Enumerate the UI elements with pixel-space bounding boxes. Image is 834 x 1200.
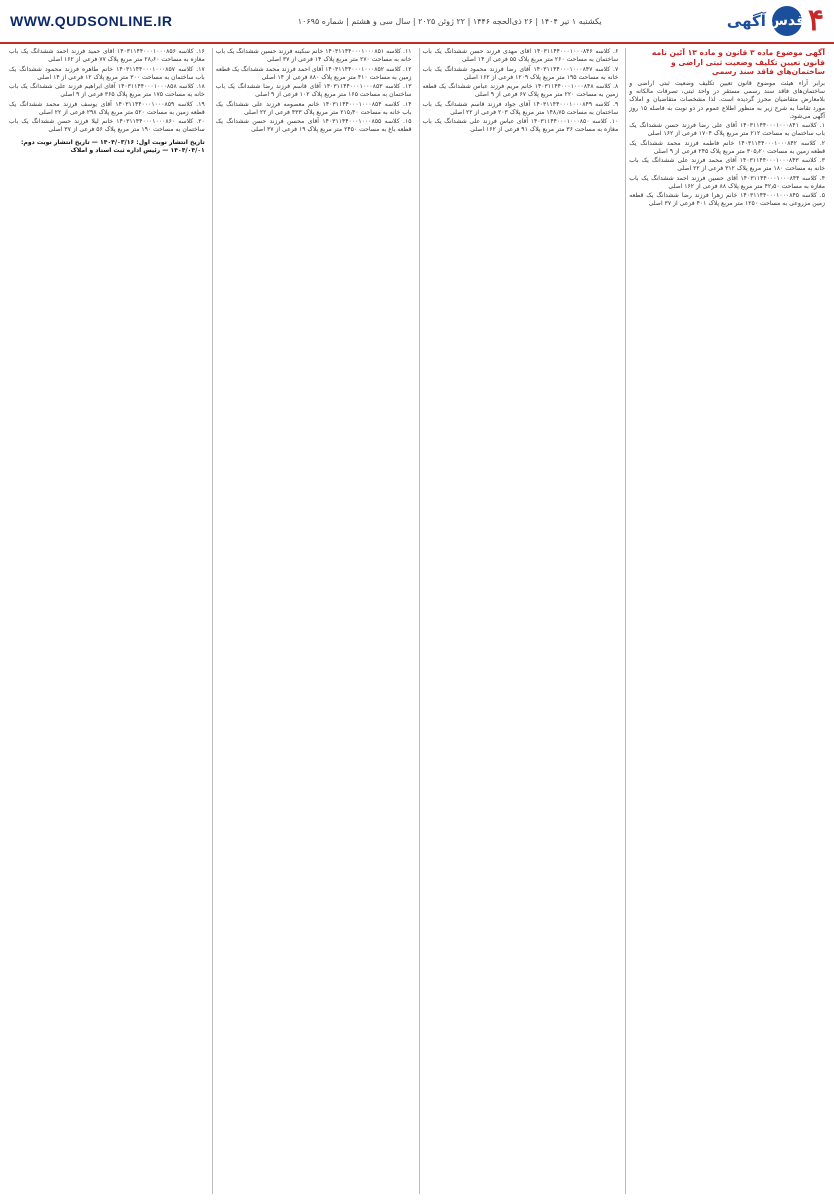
notice-intro: برابر آراء هیئت موضوع قانون تعیین تکلیف وضعیت ثبتی اراضی و ساختمان‌های فاقد سند رسمی مستقر در واحد ثبتی، تصرفات مالکانه و بلامعارض متقاضیان محرز گردیده است. لذا مشخصات متقاضیان و املاک مورد تقاضا به شرح زیر به منظور اطلاع عموم در دو نوبت به فاصله ۱۵ روز آگهی می‌شود. (629, 79, 825, 120)
page-header (0, 0, 834, 44)
notice-entry: ۵. کلاسه ۱۴۰۳۱۱۴۴۰۰۰۱۰۰۰۸۴۵ خانم زهرا فرزند رضا ششدانگ یک قطعه زمین مزروعی به مساحت ۱۲۵۰ متر مربع پلاک ۴۰۱ فرعی از ۳۷ اصلی (629, 192, 825, 208)
notice-entry: ۱۱. کلاسه ۱۴۰۳۱۱۴۴۰۰۰۱۰۰۰۸۵۱ خانم سکینه فرزند حسین ششدانگ یک باب خانه به مساحت ۲۷۰ متر مربع پلاک ۱۴ فرعی از ۳۷ اصلی (215, 48, 412, 64)
notice-entry: ۸. کلاسه ۱۴۰۳۱۱۴۴۰۰۰۱۰۰۰۸۴۸ خانم مریم فرزند عباس ششدانگ یک قطعه زمین به مساحت ۲۲۰ متر مربع پلاک ۶۷ فرعی از ۹ اصلی (422, 83, 619, 99)
notice-entry: ۱. کلاسه ۱۴۰۳۱۱۴۴۰۰۰۱۰۰۰۸۴۱ آقای علی رضا فرزند حسن ششدانگ یک باب ساختمان به مساحت ۲۱۲ متر مربع پلاک ۱۷۰۴ فرعی از ۱۶۲ اصلی (629, 122, 826, 138)
notice-title: آگهی موضوع ماده ۳ قانون و ماده ۱۳ آئین نامه قانون تعیین تکلیف وضعیت ثبتی اراضی و ساختمان‌های فاقد سند رسمی (651, 48, 825, 77)
notice-entry: ۲. کلاسه ۱۴۰۳۱۱۴۴۰۰۰۱۰۰۰۸۴۲ خانم فاطمه فرزند محمد ششدانگ یک قطعه زمین به مساحت ۳۰۵٫۲۰ متر مربع پلاک ۲۴۵ فرعی از ۹ اصلی (629, 139, 825, 155)
section-title: آگهی (726, 12, 766, 30)
notice-entry: ۹. کلاسه ۱۴۰۳۱۱۴۴۰۰۰۱۰۰۰۸۴۹ آقای جواد فرزند قاسم ششدانگ یک باب ساختمان به مساحت ۱۴۸٫۷۵ متر مربع پلاک ۲۰۳ فرعی از ۲۲ اصلی (422, 100, 619, 116)
notice-entry: ۷. کلاسه ۱۴۰۳۱۱۴۴۰۰۰۱۰۰۰۸۴۷ آقای رضا فرزند محمود ششدانگ یک باب خانه به مساحت ۱۹۵ متر مربع پلاک ۱۲۰۹ فرعی از ۱۶۲ اصلی (422, 65, 619, 81)
newspaper-logo: قدس (772, 6, 802, 36)
notice-entry: ۴. کلاسه ۱۴۰۳۱۱۴۴۰۰۰۱۰۰۰۸۴۴ آقای حسین فرزند احمد ششدانگ یک باب مغازه به مساحت ۴۲٫۵۰ متر مربع پلاک ۸۸ فرعی از ۱۶۲ اصلی (629, 174, 825, 190)
notice-closing: تاریخ انتشار نوبت اول: ۱۴۰۴/۰۳/۱۶ — تاریخ انتشار نوبت دوم: ۱۴۰۴/۰۴/۰۱ — رئیس اداره ثبت اسناد و املاک (20, 138, 205, 154)
notice-column (419, 48, 622, 1194)
notice-entry: ۱۸. کلاسه ۱۴۰۳۱۱۴۴۰۰۰۱۰۰۰۸۵۸ آقای ابراهیم فرزند علی ششدانگ یک باب خانه به مساحت ۱۷۵ متر مربع پلاک ۳۶۵ فرعی از ۹ اصلی (9, 83, 205, 99)
notice-entry: ۱۹. کلاسه ۱۴۰۳۱۱۴۴۰۰۰۱۰۰۰۸۵۹ آقای یوسف فرزند محمد ششدانگ یک قطعه زمین به مساحت ۵۲۰ متر مربع پلاک ۲۹۸ فرعی از ۲۲ اصلی (9, 100, 205, 116)
notice-column (625, 48, 828, 1194)
notice-entry: ۱۶. کلاسه ۱۴۰۳۱۱۴۴۰۰۰۱۰۰۰۸۵۶ آقای حمید فرزند احمد ششدانگ یک باب مغازه به مساحت ۲۸٫۶۰ متر مربع پلاک ۷۷ فرعی از ۱۶۲ اصلی (9, 48, 205, 64)
notice-entry: ۱۰. کلاسه ۱۴۰۳۱۱۴۴۰۰۰۱۰۰۰۸۵۰ آقای عباس فرزند علی ششدانگ یک باب مغازه به مساحت ۳۶ متر مربع پلاک ۹۱ فرعی از ۱۶۲ اصلی (422, 118, 619, 134)
notice-entry: ۱۴. کلاسه ۱۴۰۳۱۱۴۴۰۰۰۱۰۰۰۸۵۴ خانم معصومه فرزند علی ششدانگ یک باب خانه به مساحت ۲۱۵٫۴۰ متر مربع پلاک ۴۳۳ فرعی از ۲۲ اصلی (215, 100, 412, 116)
page-number: ۴ (807, 4, 824, 37)
notice-column (212, 48, 415, 1194)
notice-entry: ۶. کلاسه ۱۴۰۳۱۱۴۴۰۰۰۱۰۰۰۸۴۶ آقای مهدی فرزند حسن ششدانگ یک باب ساختمان به مساحت ۲۶۰ متر مربع پلاک ۵۵ فرعی از ۱۴ اصلی (422, 48, 619, 64)
dateline: یکشنبه ۱ تیر ۱۴۰۴ | ۲۶ ذی‌الحجه ۱۴۴۶ | ۲۲ ژوئن ۲۰۲۵ | سال سی و هشتم | شماره ۱۰۶۹۵ (297, 16, 602, 26)
notice-entry: ۱۵. کلاسه ۱۴۰۳۱۱۴۴۰۰۰۱۰۰۰۸۵۵ آقای محسن فرزند حسن ششدانگ یک قطعه باغ به مساحت ۲۴۵۰ متر مربع پلاک ۱۹ فرعی از ۳۷ اصلی (215, 118, 412, 134)
notice-entry: ۱۷. کلاسه ۱۴۰۳۱۱۴۴۰۰۰۱۰۰۰۸۵۷ خانم طاهره فرزند محمود ششدانگ یک باب ساختمان به مساحت ۳۰۰ متر مربع پلاک ۱۲ فرعی از ۱۴ اصلی (9, 65, 205, 81)
notice-column (6, 48, 208, 1194)
notice-entry: ۳. کلاسه ۱۴۰۳۱۱۴۴۰۰۰۱۰۰۰۸۴۳ آقای محمد فرزند علی ششدانگ یک باب خانه به مساحت ۱۸۰ متر مربع پلاک ۳۱۲ فرعی از ۲۲ اصلی (629, 157, 825, 173)
notice-entry: ۱۳. کلاسه ۱۴۰۳۱۱۴۴۰۰۰۱۰۰۰۸۵۳ آقای قاسم فرزند رضا ششدانگ یک باب ساختمان به مساحت ۱۶۵ متر مربع پلاک ۱۰۲ فرعی از ۹ اصلی (215, 83, 412, 99)
brand (727, 6, 824, 36)
notice-entry: ۱۲. کلاسه ۱۴۰۳۱۱۴۴۰۰۰۱۰۰۰۸۵۲ آقای احمد فرزند محمد ششدانگ یک قطعه زمین به مساحت ۴۱۰ متر مربع پلاک ۸۸۰ فرعی از ۱۴ اصلی (215, 65, 412, 81)
notice-columns (6, 48, 828, 1194)
notice-entry: ۲۰. کلاسه ۱۴۰۳۱۱۴۴۰۰۰۱۰۰۰۸۶۰ خانم لیلا فرزند حسن ششدانگ یک باب ساختمان به مساحت ۱۹۰ متر مربع پلاک ۵۶ فرعی از ۳۷ اصلی (9, 118, 205, 134)
site-url[interactable]: WWW.QUDSONLINE.IR (10, 13, 173, 29)
